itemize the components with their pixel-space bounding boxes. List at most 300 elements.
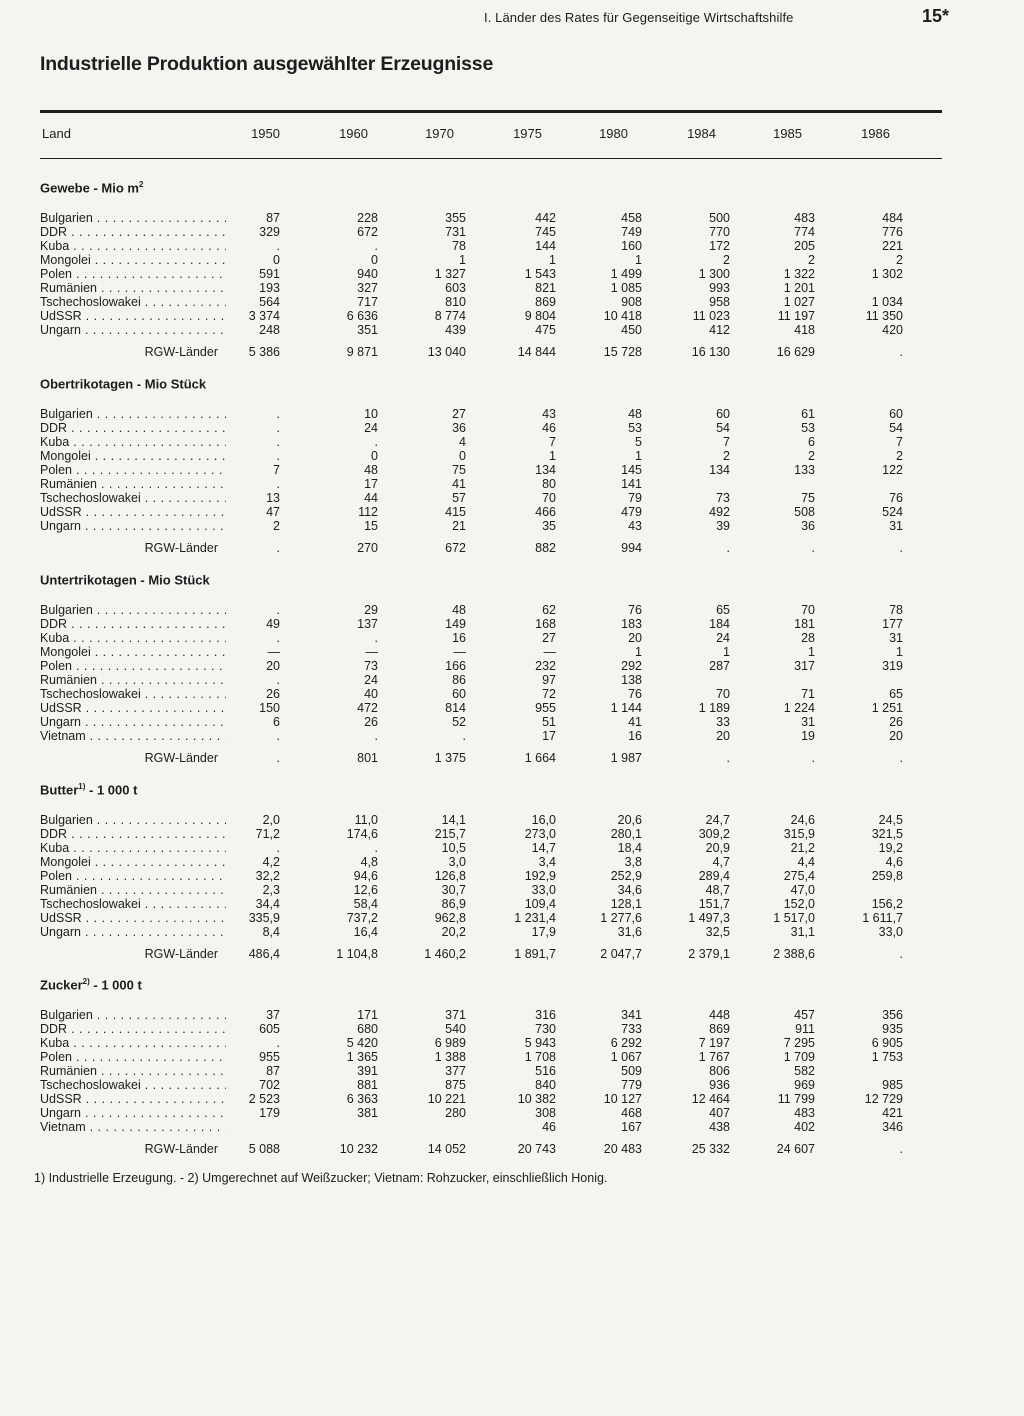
value-cell: 14,7: [531, 841, 556, 855]
value-cell: 168: [535, 617, 556, 631]
value-cell: 1 224: [783, 701, 815, 715]
value-cell: 11 197: [777, 309, 815, 323]
value-cell: 958: [709, 295, 730, 309]
country-name: Vietnam . . .: [40, 1120, 226, 1134]
total-value-cell: .: [899, 541, 903, 555]
value-cell: 731: [445, 225, 466, 239]
value-cell: 166: [445, 659, 466, 673]
value-cell: 479: [621, 505, 642, 519]
value-cell: 319: [882, 659, 903, 673]
total-row: [0, 751, 1024, 767]
value-cell: 54: [889, 421, 903, 435]
value-cell: 4,4: [797, 855, 815, 869]
country-name: Bulgarien . . .: [40, 603, 226, 617]
value-cell: 351: [357, 323, 378, 337]
section-title: [40, 376, 206, 391]
value-cell: 3,8: [624, 855, 642, 869]
value-cell: 1 322: [783, 267, 815, 281]
value-cell: 10: [364, 407, 378, 421]
value-cell: 43: [628, 519, 642, 533]
value-cell: 779: [621, 1078, 642, 1092]
country-name: Ungarn . . .: [40, 1106, 226, 1120]
table-row: [0, 1008, 1024, 1022]
value-cell: 47,0: [790, 883, 815, 897]
table-row: [0, 1106, 1024, 1120]
value-cell: 4,8: [360, 855, 378, 869]
section-title-text: Obertrikotagen - Mio Stück: [40, 376, 207, 392]
country-name: Mongolei . . .: [40, 253, 226, 267]
value-cell: 7: [896, 435, 903, 449]
value-cell: 2: [896, 253, 903, 267]
country-name: DDR . . .: [40, 225, 226, 239]
total-row: [0, 541, 1024, 557]
value-cell: 11 023: [692, 309, 730, 323]
value-cell: 20: [628, 631, 642, 645]
total-value-cell: 15 728: [603, 345, 642, 359]
value-cell: 73: [364, 659, 378, 673]
country-name: Ungarn . . .: [40, 519, 226, 533]
value-cell: .: [276, 673, 280, 687]
value-cell: 58,4: [353, 897, 378, 911]
total-value-cell: 20 743: [517, 1142, 556, 1156]
value-cell: 52: [452, 715, 466, 729]
value-cell: 420: [882, 323, 903, 337]
total-value-cell: 14 844: [517, 345, 556, 359]
value-cell: 51: [542, 715, 556, 729]
value-cell: 53: [801, 421, 815, 435]
value-cell: .: [276, 603, 280, 617]
table-row: [0, 645, 1024, 659]
value-cell: 500: [709, 211, 730, 225]
value-cell: 47: [266, 505, 280, 519]
value-cell: 316: [535, 1008, 556, 1022]
column-header-land: Land: [42, 126, 71, 141]
value-cell: 962,8: [434, 911, 466, 925]
column-header-year: 1984: [687, 126, 716, 141]
value-cell: 48: [364, 463, 378, 477]
value-cell: 717: [357, 295, 378, 309]
value-cell: 144: [535, 239, 556, 253]
value-cell: 76: [628, 603, 642, 617]
value-cell: 32,2: [255, 869, 280, 883]
value-cell: 24: [716, 631, 730, 645]
value-cell: 21,2: [790, 841, 815, 855]
value-cell: 128,1: [610, 897, 642, 911]
country-name: UdSSR . . .: [40, 309, 226, 323]
value-cell: 20,6: [617, 813, 642, 827]
total-value-cell: 10 232: [339, 1142, 378, 1156]
value-cell: 24,6: [790, 813, 815, 827]
value-cell: 1 543: [524, 267, 556, 281]
value-cell: .: [374, 239, 378, 253]
column-header-year: 1986: [861, 126, 890, 141]
table-row: [0, 295, 1024, 309]
value-cell: 275,4: [783, 869, 815, 883]
value-cell: 53: [628, 421, 642, 435]
value-cell: 31,1: [790, 925, 815, 939]
value-cell: 672: [357, 225, 378, 239]
total-value-cell: 14 052: [427, 1142, 466, 1156]
value-cell: 509: [621, 1064, 642, 1078]
value-cell: 71,2: [255, 827, 280, 841]
value-cell: 1 034: [871, 295, 903, 309]
value-cell: 17: [364, 477, 378, 491]
value-cell: 439: [445, 323, 466, 337]
value-cell: 733: [621, 1022, 642, 1036]
value-cell: 167: [621, 1120, 642, 1134]
value-cell: 329: [259, 225, 280, 239]
total-value-cell: 801: [357, 751, 378, 765]
value-cell: 192,9: [524, 869, 556, 883]
value-cell: 156,2: [871, 897, 903, 911]
value-cell: 183: [621, 617, 642, 631]
value-cell: 41: [452, 477, 466, 491]
value-cell: 62: [542, 603, 556, 617]
value-cell: 7: [273, 463, 280, 477]
total-value-cell: 2 379,1: [688, 947, 730, 961]
country-name: Tschechoslowakei . . .: [40, 295, 226, 309]
value-cell: 483: [794, 211, 815, 225]
value-cell: 149: [445, 617, 466, 631]
total-value-cell: .: [276, 751, 280, 765]
value-cell: 327: [357, 281, 378, 295]
table-row: [0, 659, 1024, 673]
value-cell: 16: [452, 631, 466, 645]
value-cell: 540: [445, 1022, 466, 1036]
value-cell: 840: [535, 1078, 556, 1092]
value-cell: 911: [795, 1022, 815, 1036]
total-value-cell: 9 871: [346, 345, 378, 359]
value-cell: 0: [459, 449, 466, 463]
value-cell: 458: [621, 211, 642, 225]
value-cell: 472: [357, 701, 378, 715]
value-cell: 73: [716, 491, 730, 505]
value-cell: 774: [794, 225, 815, 239]
value-cell: 34,4: [255, 897, 280, 911]
value-cell: 26: [889, 715, 903, 729]
value-cell: 483: [794, 1106, 815, 1120]
value-cell: 232: [535, 659, 556, 673]
value-cell: 969: [794, 1078, 815, 1092]
value-cell: 18,4: [617, 841, 642, 855]
value-cell: 205: [794, 239, 815, 253]
value-cell: —: [365, 645, 378, 659]
value-cell: 21: [452, 519, 466, 533]
total-value-cell: .: [726, 751, 730, 765]
value-cell: 16,4: [353, 925, 378, 939]
value-cell: 7 197: [698, 1036, 730, 1050]
value-cell: 6 905: [871, 1036, 903, 1050]
value-cell: 193: [259, 281, 280, 295]
value-cell: 8 774: [434, 309, 466, 323]
total-value-cell: .: [899, 947, 903, 961]
value-cell: .: [276, 1036, 280, 1050]
value-cell: 54: [716, 421, 730, 435]
total-value-cell: .: [899, 1142, 903, 1156]
table-row: [0, 1064, 1024, 1078]
value-cell: 1 709: [783, 1050, 815, 1064]
value-cell: 4,7: [712, 855, 730, 869]
value-cell: 184: [709, 617, 730, 631]
value-cell: 20: [266, 659, 280, 673]
value-cell: 122: [882, 463, 903, 477]
table-row: [0, 477, 1024, 491]
value-cell: 308: [535, 1106, 556, 1120]
total-value-cell: .: [811, 751, 815, 765]
value-cell: 1 497,3: [688, 911, 730, 925]
total-value-cell: 1 891,7: [514, 947, 556, 961]
value-cell: 4,6: [885, 855, 903, 869]
country-name: Vietnam . . .: [40, 729, 226, 743]
value-cell: 776: [882, 225, 903, 239]
top-rule: [40, 110, 942, 113]
value-cell: 39: [716, 519, 730, 533]
total-value-cell: 672: [445, 541, 466, 555]
value-cell: 0: [273, 253, 280, 267]
total-value-cell: 2 047,7: [600, 947, 642, 961]
value-cell: 71: [801, 687, 815, 701]
value-cell: 12 464: [691, 1092, 730, 1106]
value-cell: .: [276, 729, 280, 743]
value-cell: 2: [273, 519, 280, 533]
value-cell: 33,0: [531, 883, 556, 897]
value-cell: 112: [358, 505, 378, 519]
table-row: [0, 519, 1024, 533]
total-value-cell: 16 629: [776, 345, 815, 359]
value-cell: 65: [716, 603, 730, 617]
value-cell: .: [276, 421, 280, 435]
section-title-superscript: 1): [78, 782, 86, 791]
value-cell: 438: [709, 1120, 730, 1134]
value-cell: 87: [266, 1064, 280, 1078]
value-cell: 985: [882, 1078, 903, 1092]
value-cell: .: [374, 631, 378, 645]
value-cell: 46: [542, 1120, 556, 1134]
value-cell: 508: [794, 505, 815, 519]
country-name: UdSSR . . .: [40, 1092, 226, 1106]
table-row: [0, 631, 1024, 645]
table-row: [0, 813, 1024, 827]
country-name: UdSSR . . .: [40, 911, 226, 925]
section-title-text: Butter: [40, 782, 79, 798]
country-name: Ungarn . . .: [40, 323, 226, 337]
total-value-cell: 270: [357, 541, 378, 555]
country-name: Rumänien . . .: [40, 281, 226, 295]
value-cell: 5 943: [524, 1036, 556, 1050]
table-row: [0, 827, 1024, 841]
value-cell: 133: [794, 463, 815, 477]
value-cell: 0: [371, 449, 378, 463]
section-title: [40, 782, 137, 797]
value-cell: 138: [621, 673, 642, 687]
country-name: Kuba . . .: [40, 631, 226, 645]
value-cell: 252,9: [610, 869, 642, 883]
value-cell: 109,4: [524, 897, 556, 911]
value-cell: 31: [889, 519, 903, 533]
value-cell: 402: [794, 1120, 815, 1134]
table-row: [0, 225, 1024, 239]
value-cell: 1 251: [871, 701, 903, 715]
value-cell: 315,9: [783, 827, 815, 841]
value-cell: 13: [266, 491, 280, 505]
value-cell: 1 067: [610, 1050, 642, 1064]
table-row: [0, 407, 1024, 421]
value-cell: 1 611,7: [862, 911, 903, 925]
value-cell: 442: [535, 211, 556, 225]
value-cell: 4,2: [262, 855, 280, 869]
value-cell: 6 989: [434, 1036, 466, 1050]
value-cell: 680: [357, 1022, 378, 1036]
value-cell: 126,8: [434, 869, 466, 883]
country-name: DDR . . .: [40, 1022, 226, 1036]
country-name: Bulgarien . . .: [40, 1008, 226, 1022]
value-cell: 97: [542, 673, 556, 687]
value-cell: 770: [709, 225, 730, 239]
country-name: Polen . . .: [40, 869, 226, 883]
value-cell: 94,6: [353, 869, 378, 883]
country-name: Tschechoslowakei . . .: [40, 1078, 226, 1092]
table-row: [0, 435, 1024, 449]
country-name: DDR . . .: [40, 617, 226, 631]
value-cell: 36: [452, 421, 466, 435]
table-row: [0, 897, 1024, 911]
country-name: Bulgarien . . .: [40, 211, 226, 225]
value-cell: 60: [452, 687, 466, 701]
value-cell: 78: [452, 239, 466, 253]
value-cell: 20,2: [441, 925, 466, 939]
table-row: [0, 1022, 1024, 1036]
value-cell: 391: [357, 1064, 378, 1078]
value-cell: 7: [549, 435, 556, 449]
section-title-superscript: 2: [138, 180, 144, 189]
value-cell: 31: [801, 715, 815, 729]
country-name: Rumänien . . .: [40, 1064, 226, 1078]
table-row: [0, 1120, 1024, 1134]
column-header-year: 1975: [513, 126, 542, 141]
value-cell: 317: [794, 659, 815, 673]
value-cell: 10 221: [427, 1092, 466, 1106]
value-cell: 346: [882, 1120, 903, 1134]
value-cell: .: [276, 407, 280, 421]
value-cell: 137: [357, 617, 378, 631]
page-number: 15*: [922, 6, 950, 26]
value-cell: 280: [445, 1106, 466, 1120]
value-cell: 292: [621, 659, 642, 673]
value-cell: 20: [889, 729, 903, 743]
value-cell: 26: [266, 687, 280, 701]
value-cell: 935: [882, 1022, 903, 1036]
value-cell: 134: [535, 463, 556, 477]
table-row: [0, 505, 1024, 519]
value-cell: .: [374, 841, 378, 855]
value-cell: 2,3: [262, 883, 280, 897]
value-cell: 591: [259, 267, 280, 281]
value-cell: 3,4: [538, 855, 556, 869]
value-cell: 821: [535, 281, 556, 295]
value-cell: 31: [889, 631, 903, 645]
country-name: Kuba . . .: [40, 841, 226, 855]
total-label: RGW-Länder: [144, 751, 218, 765]
value-cell: 41: [628, 715, 642, 729]
value-cell: 4: [459, 435, 466, 449]
value-cell: 335,9: [248, 911, 280, 925]
value-cell: 10 382: [517, 1092, 556, 1106]
total-value-cell: 882: [535, 541, 556, 555]
value-cell: 2: [723, 253, 730, 267]
value-cell: .: [276, 239, 280, 253]
value-cell: 46: [542, 421, 556, 435]
value-cell: 371: [445, 1008, 466, 1022]
table-row: [0, 1050, 1024, 1064]
value-cell: 1 302: [871, 267, 903, 281]
value-cell: 484: [882, 211, 903, 225]
total-value-cell: .: [276, 541, 280, 555]
value-cell: 6: [808, 435, 815, 449]
value-cell: 1: [896, 645, 903, 659]
value-cell: 221: [882, 239, 903, 253]
value-cell: 2: [808, 253, 815, 267]
total-row: [0, 947, 1024, 963]
value-cell: 248: [259, 323, 280, 337]
country-name: Polen . . .: [40, 659, 226, 673]
table-row: [0, 253, 1024, 267]
value-cell: 1 767: [698, 1050, 730, 1064]
country-name: Mongolei . . .: [40, 449, 226, 463]
value-cell: 34,6: [617, 883, 642, 897]
value-cell: 145: [621, 463, 642, 477]
value-cell: 6 292: [610, 1036, 642, 1050]
value-cell: .: [276, 631, 280, 645]
country-name: DDR . . .: [40, 827, 226, 841]
total-row: [0, 1142, 1024, 1158]
value-cell: 181: [794, 617, 815, 631]
value-cell: 24: [364, 421, 378, 435]
value-cell: 70: [801, 603, 815, 617]
value-cell: 814: [445, 701, 466, 715]
value-cell: 48: [452, 603, 466, 617]
table-row: [0, 911, 1024, 925]
country-name: Polen . . .: [40, 1050, 226, 1064]
value-cell: 468: [621, 1106, 642, 1120]
value-cell: 10 418: [603, 309, 642, 323]
value-cell: 749: [621, 225, 642, 239]
page-title: Industrielle Produktion ausgewählter Erzeugnisse: [40, 53, 494, 75]
value-cell: .: [276, 449, 280, 463]
value-cell: 381: [357, 1106, 378, 1120]
total-value-cell: 486,4: [248, 947, 280, 961]
table-row: [0, 1078, 1024, 1092]
total-label: RGW-Länder: [144, 345, 218, 359]
value-cell: 70: [542, 491, 556, 505]
value-cell: —: [453, 645, 466, 659]
value-cell: 448: [709, 1008, 730, 1022]
country-name: Polen . . .: [40, 463, 226, 477]
value-cell: 603: [445, 281, 466, 295]
value-cell: 48,7: [705, 883, 730, 897]
table-row: [0, 701, 1024, 715]
value-cell: 12,6: [353, 883, 378, 897]
section-title: [40, 572, 210, 587]
value-cell: 475: [535, 323, 556, 337]
value-cell: 0: [371, 253, 378, 267]
value-cell: 1: [635, 253, 642, 267]
value-cell: 27: [542, 631, 556, 645]
value-cell: 80: [542, 477, 556, 491]
value-cell: 24: [364, 673, 378, 687]
table-row: [0, 603, 1024, 617]
table-row: [0, 463, 1024, 477]
value-cell: 1: [549, 253, 556, 267]
